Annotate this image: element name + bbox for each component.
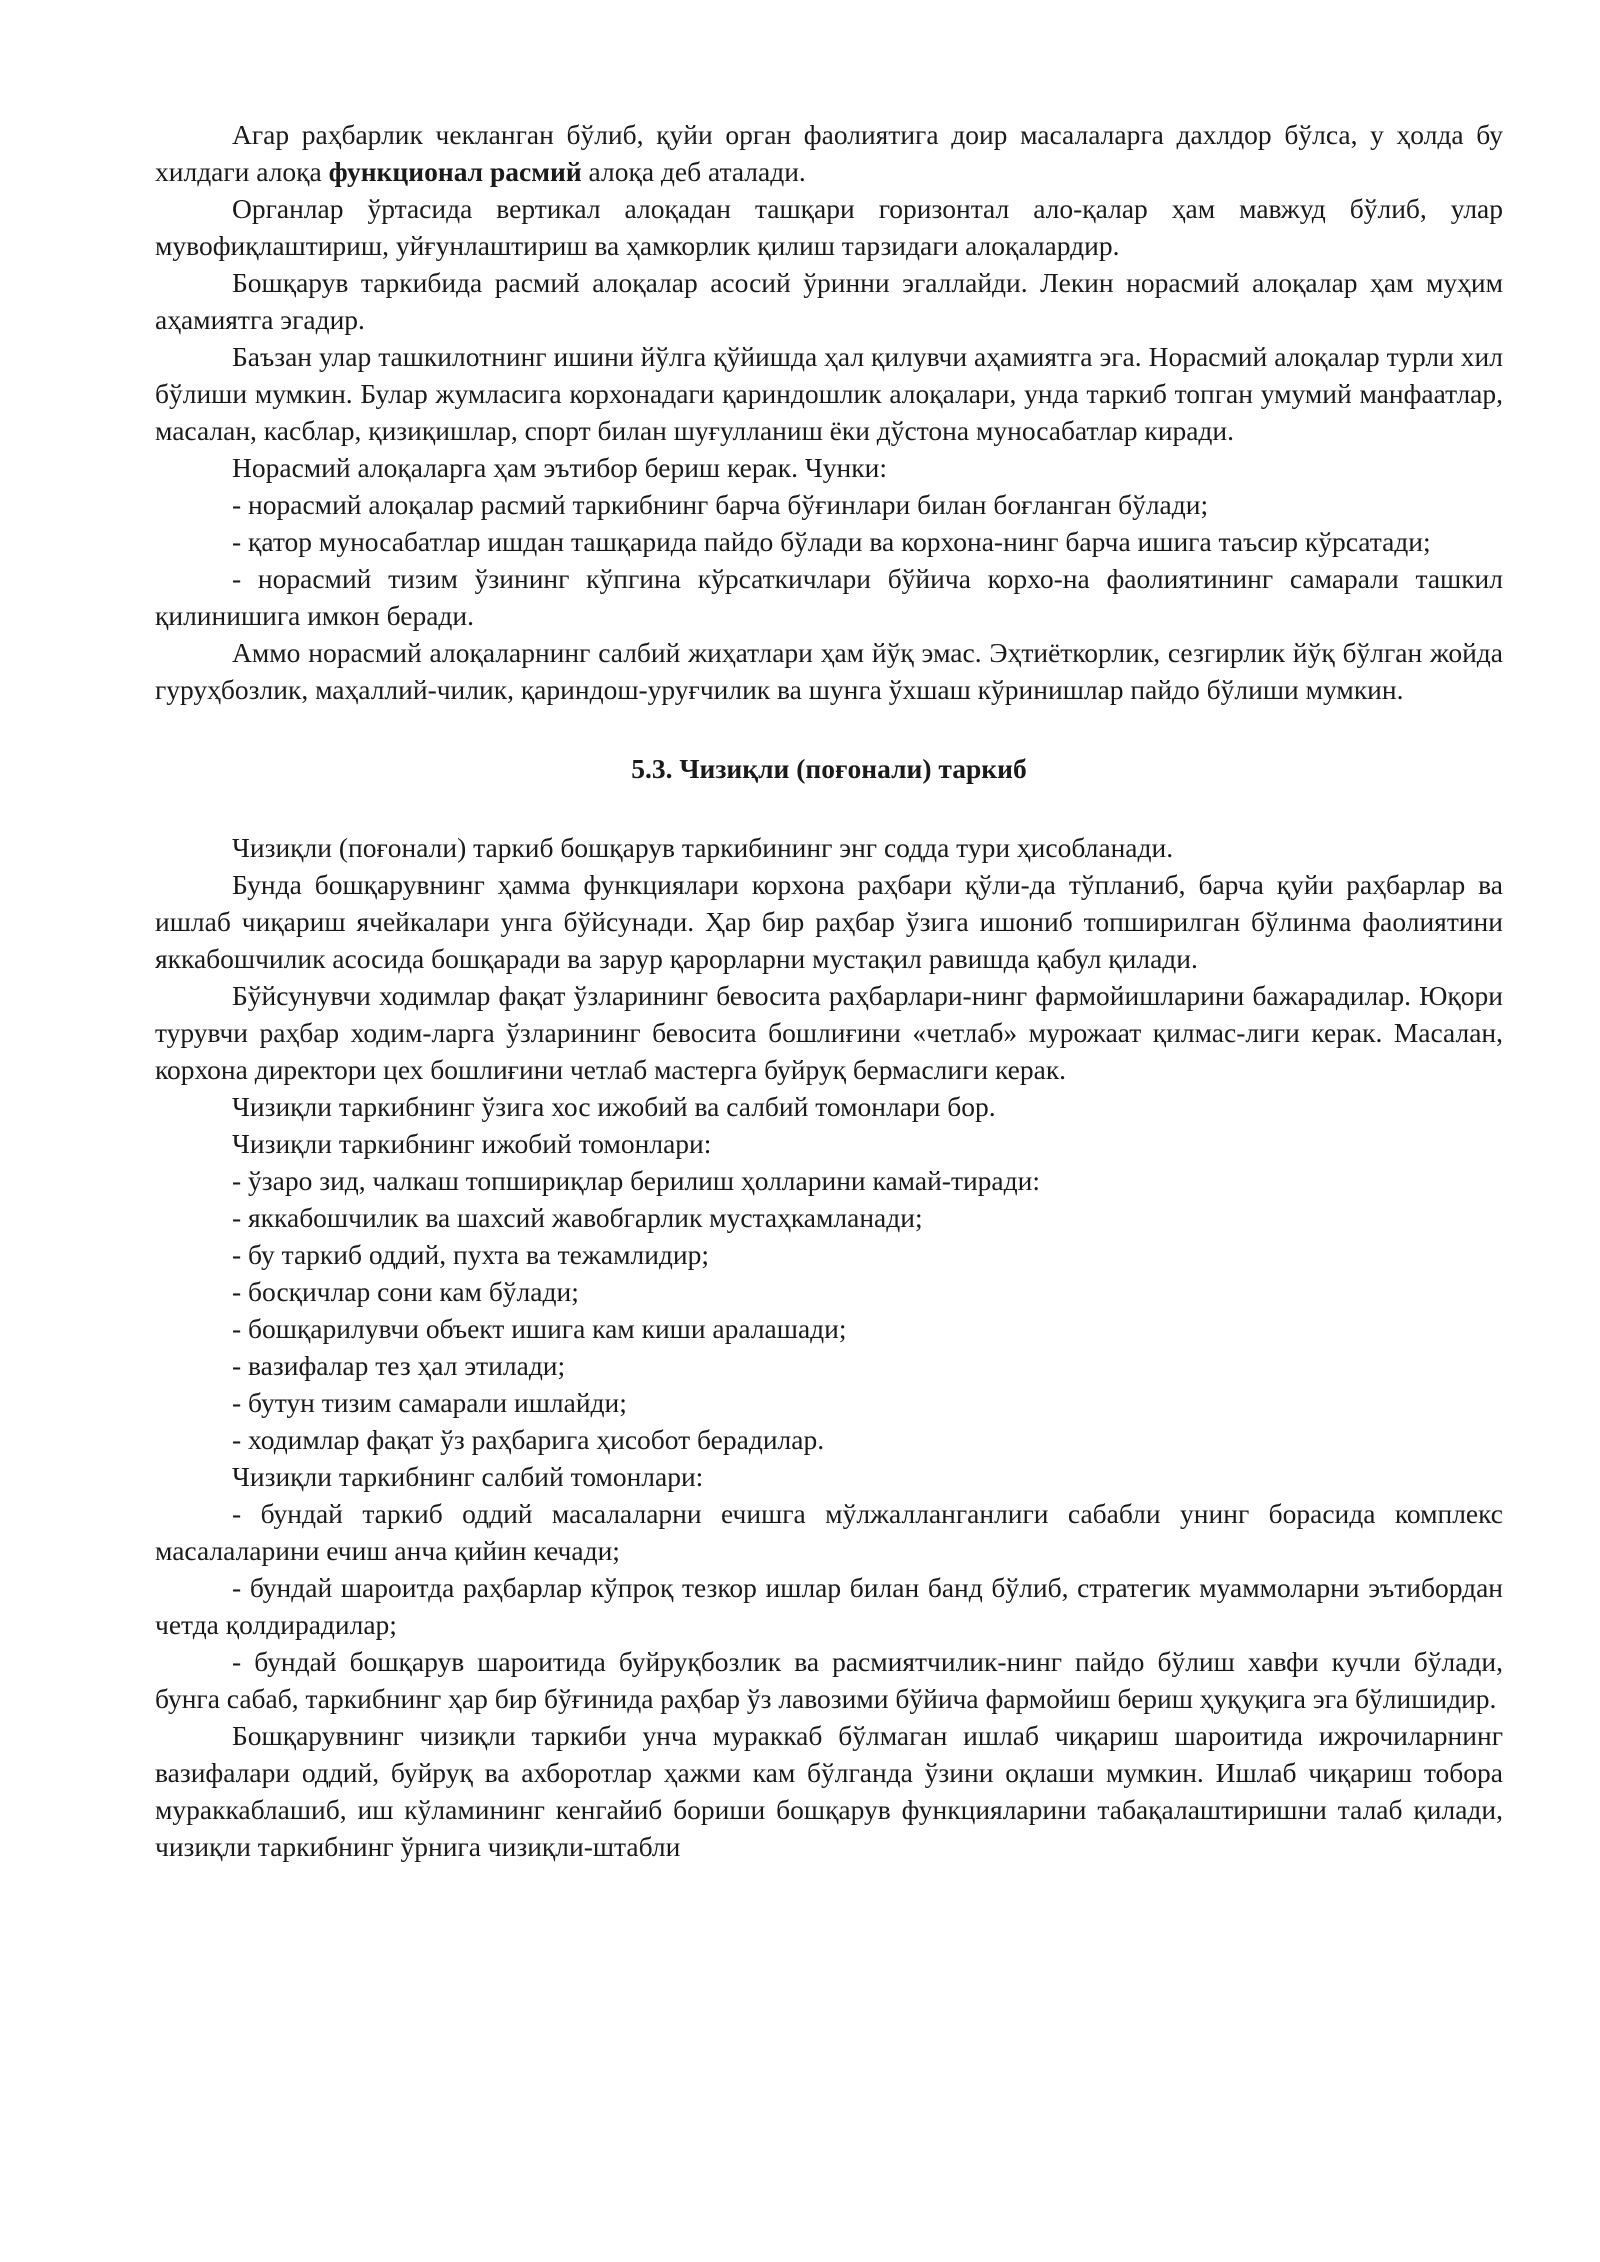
paragraph xyxy=(155,116,1503,190)
section-heading: 5.3. Чизиқли (поғонали) таркиб xyxy=(631,753,1027,784)
list-item: - бундай бошқарув шароитида буйруқбозлик ва расмиятчилик-нинг пайдо бўлиш хавфи кучли бўлади, бунга сабаб, таркибнинг ҳар бир бўғинида раҳбар ўз лавозими бўйича фармойиш бериш ҳуқуқига эга бўлишидир. xyxy=(155,1646,1503,1714)
paragraph: Баъзан улар ташкилотнинг ишини йўлга қўйишда ҳал қилувчи аҳамиятга эга. Норасмий алоқалар турли хил бўлиши мумкин. Булар жумласига корхонадаги қариндошлик алоқалари, унда таркиб топган умумий манфаатлар, масалан, касблар, қизиқишлар, спорт билан шуғулланиш ёки дўстона муносабатлар киради. xyxy=(155,341,1503,446)
paragraph: Органлар ўртасида вертикал алоқадан ташқари горизонтал ало-қалар ҳам мавжуд бўлиб, улар мувофиқлаштириш, уйғунлаштириш ва ҳамкорлик қилиш тарзидаги алоқалардир. xyxy=(155,193,1503,261)
paragraph: Чизиқли таркибнинг салбий томонлари: xyxy=(232,1461,704,1492)
paragraph: Бўйсунувчи ходимлар фақат ўзларининг бевосита раҳбарлари-нинг фармойишларини бажарадилар. Юқори турувчи раҳбар ходим-ларга ўзларининг бевосита бошлиғини «четлаб» мурожаат қилмас-лиги керак. Масалан, корхона директори цех бошлиғини четлаб мастерга буйруқ бермаслиги керак. xyxy=(155,980,1503,1085)
list-item: - норасмий тизим ўзининг кўпгина кўрсаткичлари бўйича корхо-на фаолиятининг самарали ташкил қилинишига имкон беради. xyxy=(155,563,1503,631)
list-item: - бу таркиб оддий, пухта ва тежамлидир; xyxy=(232,1239,710,1270)
list-item: - бутун тизим самарали ишлайди; xyxy=(232,1387,627,1418)
list-item: - бундай шароитда раҳбарлар кўпроқ тезкор ишлар билан банд бўлиб, стратегик муаммоларни эътибордан четда қолдирадилар; xyxy=(155,1572,1503,1640)
paragraph: Аммо норасмий алоқаларнинг салбий жиҳатлари ҳам йўқ эмас. Эҳтиёткорлик, сезгирлик йўқ бўлган жойда гуруҳбозлик, маҳаллий-чилик, қариндош-уруғчилик ва шунга ўхшаш кўринишлар пайдо бўлиши мумкин. xyxy=(155,637,1503,705)
paragraph-text: Агар раҳбарлик чекланган бўлиб, қуйи орган фаолиятига доир масалаларга дахлдор бўлса, у ҳолда бу хилдаги алоқа xyxy=(155,119,1503,187)
paragraph: Чизиқли (поғонали) таркиб бошқарув таркибининг энг содда тури ҳисобланади. xyxy=(232,832,1174,863)
paragraph: Чизиқли таркибнинг ўзига хос ижобий ва салбий томонлари бор. xyxy=(232,1091,996,1122)
paragraph-text: алоқа деб аталади. xyxy=(581,156,806,187)
paragraph: Бунда бошқарувнинг ҳамма функциялари корхона раҳбари қўли-да тўпланиб, барча қуйи раҳбарлар ва ишлаб чиқариш ячейкалари унга бўйсунади. Ҳар бир раҳбар ўзига ишониб топширилган бўлинма фаолиятини яккабошчилик асосида бошқаради ва зарур қарорларни мустақил равишда қабул қилади. xyxy=(155,869,1503,974)
paragraph: Норасмий алоқаларга ҳам эътибор бериш керак. Чунки: xyxy=(232,452,887,483)
paragraph: Бошқарув таркибида расмий алоқалар асосий ўринни эгаллайди. Лекин норасмий алоқалар ҳам муҳим аҳамиятга эгадир. xyxy=(155,267,1503,335)
list-item: - босқичлар сони кам бўлади; xyxy=(232,1276,579,1307)
paragraph: Бошқарувнинг чизиқли таркиби унча мураккаб бўлмаган ишлаб чиқариш шароитида ижрочиларнинг вазифалари оддий, буйруқ ва ахборотлар ҳажми кам бўлганда ўзини оқлаши мумкин. Ишлаб чиқариш тобора мураккаблашиб, иш кўламининг кенгайиб бориши бошқарув функцияларини табақалаштиришни талаб қилади, чизиқли таркибнинг ўрнига чизиқли-штабли xyxy=(155,1720,1503,1862)
list-item: - ўзаро зид, чалкаш топшириқлар берилиш ҳолларини камай-тиради: xyxy=(232,1165,1040,1196)
list-item: - бундай таркиб оддий масалаларни ечишга мўлжалланганлиги сабабли унинг борасида комплекс масалаларини ечиш анча қийин кечади; xyxy=(155,1498,1503,1566)
list-item: - ходимлар фақат ўз раҳбарига ҳисобот берадилар. xyxy=(232,1424,825,1455)
list-item: - қатор муносабатлар ишдан ташқарида пайдо бўлади ва корхона-нинг барча ишига таъсир кўрсатади; xyxy=(232,526,1431,557)
bold-term: функционал расмий xyxy=(328,156,582,187)
paragraph: Чизиқли таркибнинг ижобий томонлари: xyxy=(232,1128,712,1159)
list-item: - яккабошчилик ва шахсий жавобгарлик мустаҳкамланади; xyxy=(232,1202,923,1233)
list-item: - вазифалар тез ҳал этилади; xyxy=(232,1350,566,1381)
list-item: - норасмий алоқалар расмий таркибнинг барча бўғинлари билан боғланган бўлади; xyxy=(232,489,1209,520)
list-item: - бошқарилувчи объект ишига кам киши аралашади; xyxy=(232,1313,847,1344)
